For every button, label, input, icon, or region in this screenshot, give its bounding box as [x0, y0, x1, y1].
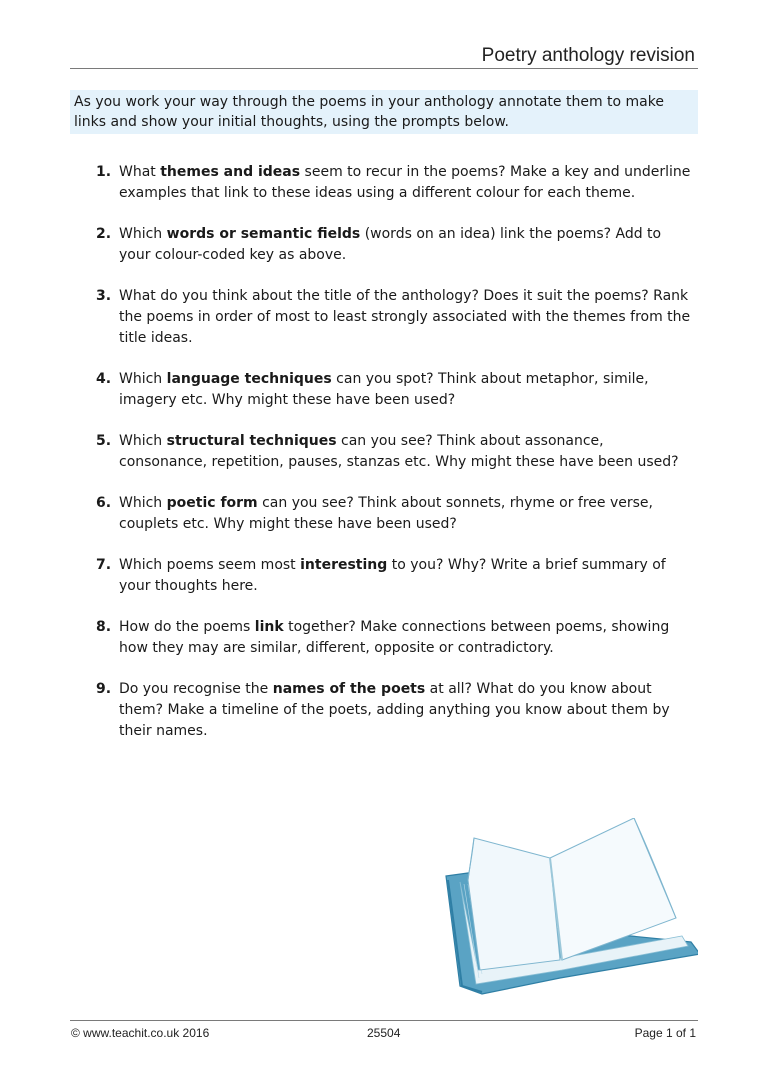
prompt-item [96, 431, 696, 473]
prompt-text-lead: Which poems seem most [119, 557, 301, 573]
prompt-keyword: language techniques [166, 371, 332, 387]
prompt-list [96, 162, 696, 742]
prompt-text [119, 162, 696, 204]
prompt-text [119, 286, 696, 349]
prompt-text [119, 555, 696, 597]
prompt-text [119, 617, 696, 659]
prompt-number: 8. [96, 619, 112, 635]
intro-box: As you work your way through the poems in your anthology annotate them to make links and show your initial thoughts, using the prompts below. [70, 90, 698, 134]
prompt-text-lead: What do you think about the title of the anthology? Does it suit the poems? Rank the poems in order of most to least strongly associated with the themes from the title ideas. [119, 288, 691, 346]
prompt-text-lead: Which [119, 226, 167, 242]
prompt-text-lead: Which [119, 433, 167, 449]
prompt-text-tail: at all? What do you know about them? Make a timeline of the poets, adding anything you know about them by their names. [119, 681, 670, 739]
prompt-text [119, 493, 696, 535]
page-title: Poetry anthology revision [481, 45, 695, 66]
footer-copyright: © www.teachit.co.uk 2016 [71, 1026, 210, 1040]
prompt-text-tail: together? Make connections between poems, showing how they may are similar, different, opposite or contradictory. [119, 619, 670, 656]
prompt-text-lead: How do the poems [119, 619, 255, 635]
prompt-number: 4. [96, 371, 112, 387]
prompt-text [119, 679, 696, 742]
prompt-text-tail: can you see? Think about assonance, consonance, repetition, pauses, stanzas etc. Why might these have been used? [119, 433, 679, 470]
prompt-number: 7. [96, 557, 112, 573]
prompt-item [96, 224, 696, 266]
prompt-text-lead: What [119, 164, 161, 180]
prompt-text-tail: (words on an idea) link the poems? Add to your colour-coded key as above. [119, 226, 662, 263]
prompt-text-tail: can you spot? Think about metaphor, simile, imagery etc. Why might these have been used? [119, 371, 649, 408]
prompt-item [96, 617, 696, 659]
prompt-keyword: structural techniques [166, 433, 337, 449]
prompt-number: 9. [96, 681, 112, 697]
prompt-text-lead: Which [119, 371, 167, 387]
prompt-text [119, 224, 696, 266]
prompt-text-lead: Which [119, 495, 167, 511]
prompt-number: 6. [96, 495, 112, 511]
prompt-keyword: link [254, 619, 284, 635]
prompt-text-tail: can you see? Think about sonnets, rhyme or free verse, couplets etc. Why might these have been used? [119, 495, 653, 532]
prompt-item [96, 493, 696, 535]
prompt-keyword: words or semantic fields [166, 226, 361, 242]
open-book-illustration [438, 818, 698, 998]
header-divider [70, 68, 698, 69]
footer-page-number: Page 1 of 1 [634, 1026, 696, 1040]
prompt-text [119, 431, 696, 473]
prompt-keyword: interesting [300, 557, 388, 573]
prompt-number: 5. [96, 433, 112, 449]
prompt-item [96, 369, 696, 411]
prompt-text [119, 369, 696, 411]
prompt-keyword: themes and ideas [160, 164, 301, 180]
prompt-keyword: poetic form [166, 495, 258, 511]
prompt-item [96, 162, 696, 204]
prompt-text-tail: seem to recur in the poems? Make a key and underline examples that link to these ideas using a different colour for each theme. [119, 164, 691, 201]
prompt-keyword: names of the poets [272, 681, 426, 697]
book-left-page [468, 838, 560, 970]
prompt-number: 3. [96, 288, 112, 304]
prompt-text-lead: Do you recognise the [119, 681, 273, 697]
prompt-text-tail: to you? Why? Write a brief summary of your thoughts here. [119, 557, 666, 594]
prompt-item [96, 286, 696, 349]
prompt-item [96, 679, 696, 742]
footer-code: 25504 [367, 1026, 401, 1040]
prompt-number: 2. [96, 226, 112, 242]
prompt-item [96, 555, 696, 597]
footer-divider [70, 1020, 698, 1021]
prompt-number: 1. [96, 164, 112, 180]
